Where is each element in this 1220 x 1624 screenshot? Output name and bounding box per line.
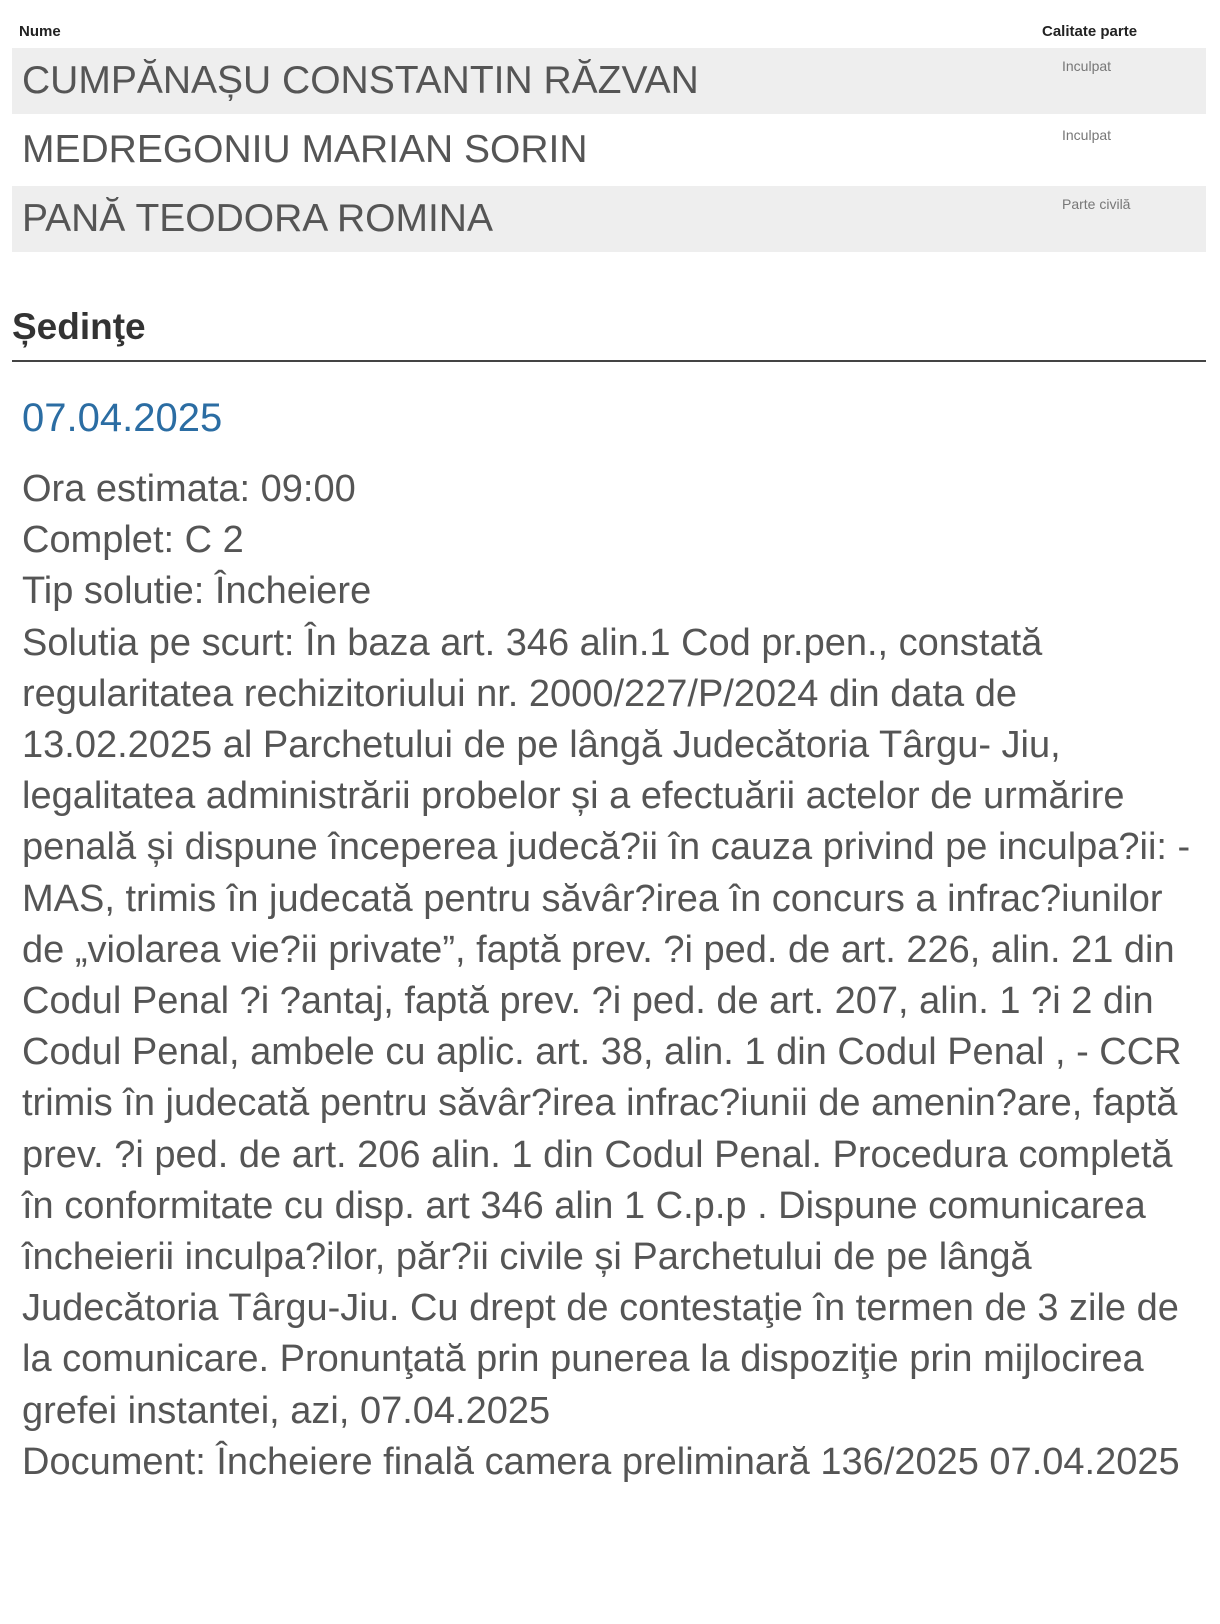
hearing-details	[22, 464, 1202, 1488]
column-header-name: Nume	[19, 22, 61, 40]
solution-summary: Solutia pe scurt: În baza art. 346 alin.1 Cod pr.pen., constată regularitatea rechizitoriului nr. 2000/227/P/2024 din data de 13.02.2025 al Parchetului de pe lângă Judecătoria Târgu- Jiu, legalitatea administrării probelor și a efectuării actelor de urmărire penală și dispune începerea judecă?ii în cauza privind pe inculpa?ii: - MAS, trimis în judecată pentru săvâr?irea în concurs a infrac?iunilor de „violarea vie?ii private”, faptă prev. ?i ped. de art. 226, alin. 21 din Codul Penal ?i ?antaj, faptă prev. ?i ped. de art. 207, alin. 1 ?i 2 din Codul Penal, ambele cu aplic. art. 38, alin. 1 din Codul Penal , - CCR trimis în judecată pentru săvâr?irea infrac?iunii de amenin?are, faptă prev. ?i ped. de art. 206 alin. 1 din Codul Penal. Procedura completă în conformitate cu disp. art 346 alin 1 C.p.p . Dispune comunicarea încheierii inculpa?ilor, păr?ii civile și Parchetului de pe lângă Judecătoria Târgu-Jiu. Cu drept de contestaţie în termen de 3 zile de la comunicare. Pronunţată prin punerea la dispoziţie prin mijlocirea grefei instantei, azi, 07.04.2025	[22, 621, 1191, 1432]
party-row	[12, 117, 1206, 183]
hearing-date: 07.04.2025	[22, 396, 223, 440]
party-role: Inculpat	[1062, 58, 1112, 74]
party-row	[12, 48, 1206, 114]
estimated-time: Ora estimata: 09:00	[22, 468, 356, 510]
party-role: Inculpat	[1062, 127, 1112, 143]
panel: Complet: C 2	[22, 519, 244, 562]
parties-table	[12, 14, 1206, 255]
section-divider	[12, 360, 1206, 362]
hearings-section-title: Ședinţe	[12, 306, 146, 347]
party-role: Parte civilă	[1062, 196, 1131, 212]
column-header-role: Calitate parte	[1042, 22, 1138, 40]
party-name: PANĂ TEODORA ROMINA	[22, 197, 493, 240]
document-info: Document: Încheiere finală camera preliminară 136/2025 07.04.2025	[22, 1440, 1180, 1483]
parties-table-header	[12, 14, 1206, 48]
party-row	[12, 186, 1206, 252]
party-name: MEDREGONIU MARIAN SORIN	[22, 128, 588, 171]
solution-type: Tip solutie: Încheiere	[22, 570, 372, 613]
party-name: CUMPĂNAȘU CONSTANTIN RĂZVAN	[22, 59, 699, 102]
